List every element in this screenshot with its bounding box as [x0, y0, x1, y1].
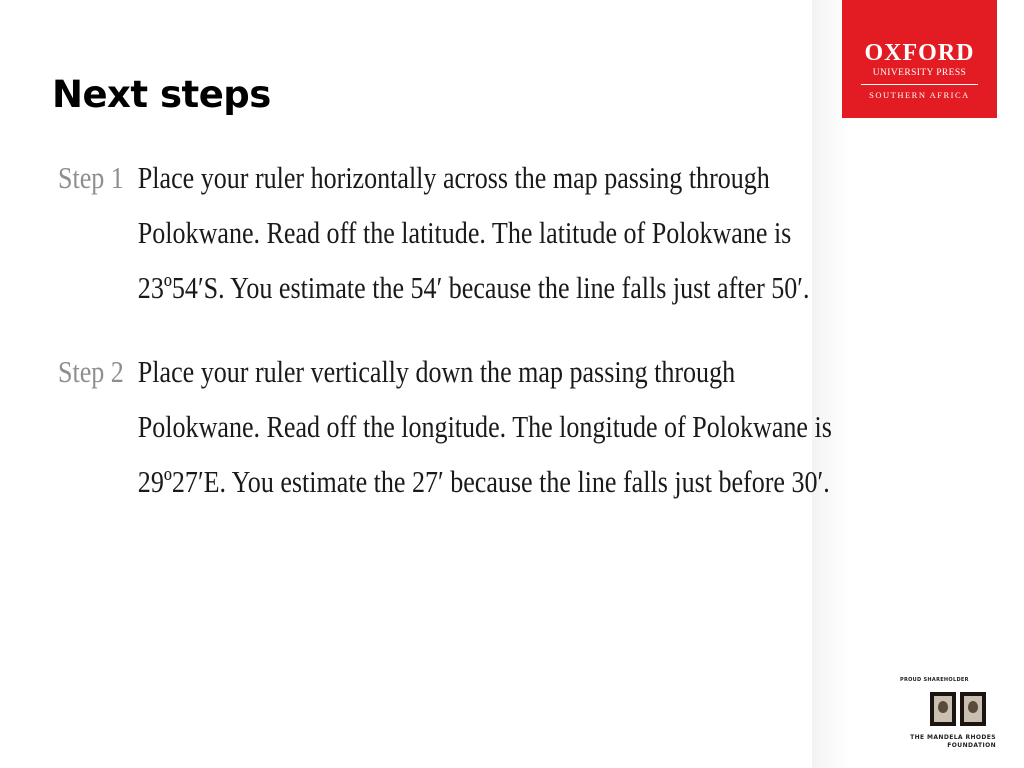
oxford-university-press-logo [842, 0, 997, 118]
logo-subtitle: UNIVERSITY PRESS [872, 68, 967, 78]
page-title: Next steps [52, 73, 271, 116]
step-text-line: Polokwane. Read off the latitude. The latitude of Polokwane is [137, 215, 792, 250]
portrait-icon [930, 692, 956, 726]
step-text-line: Polokwane. Read off the longitude. The longitude of Polokwane is [137, 409, 832, 444]
logo-wordmark: OXFORD [864, 40, 975, 66]
step-text-line: Place your ruler horizontally across the map passing through [137, 160, 770, 195]
step-label: Step 1 [58, 160, 124, 195]
portrait-frames [930, 692, 986, 726]
step-text-line: Place your ruler vertically down the map passing through [137, 354, 736, 389]
logo-region: SOUTHERN AFRICA [869, 90, 970, 100]
step-text-line: 23º54′S. You estimate the 54′ because the line falls just after 50′. [137, 270, 810, 305]
mandela-rhodes-foundation-logo [900, 677, 1000, 751]
step-text-line: 29º27′E. You estimate the 27′ because the line falls just before 30′. [137, 464, 830, 499]
logo-divider [861, 84, 978, 85]
foundation-name: THE MANDELA RHODES FOUNDATION [910, 734, 996, 749]
proud-shareholder-text: PROUD SHAREHOLDER [900, 677, 969, 683]
step-label: Step 2 [58, 354, 124, 389]
portrait-icon [960, 692, 986, 726]
